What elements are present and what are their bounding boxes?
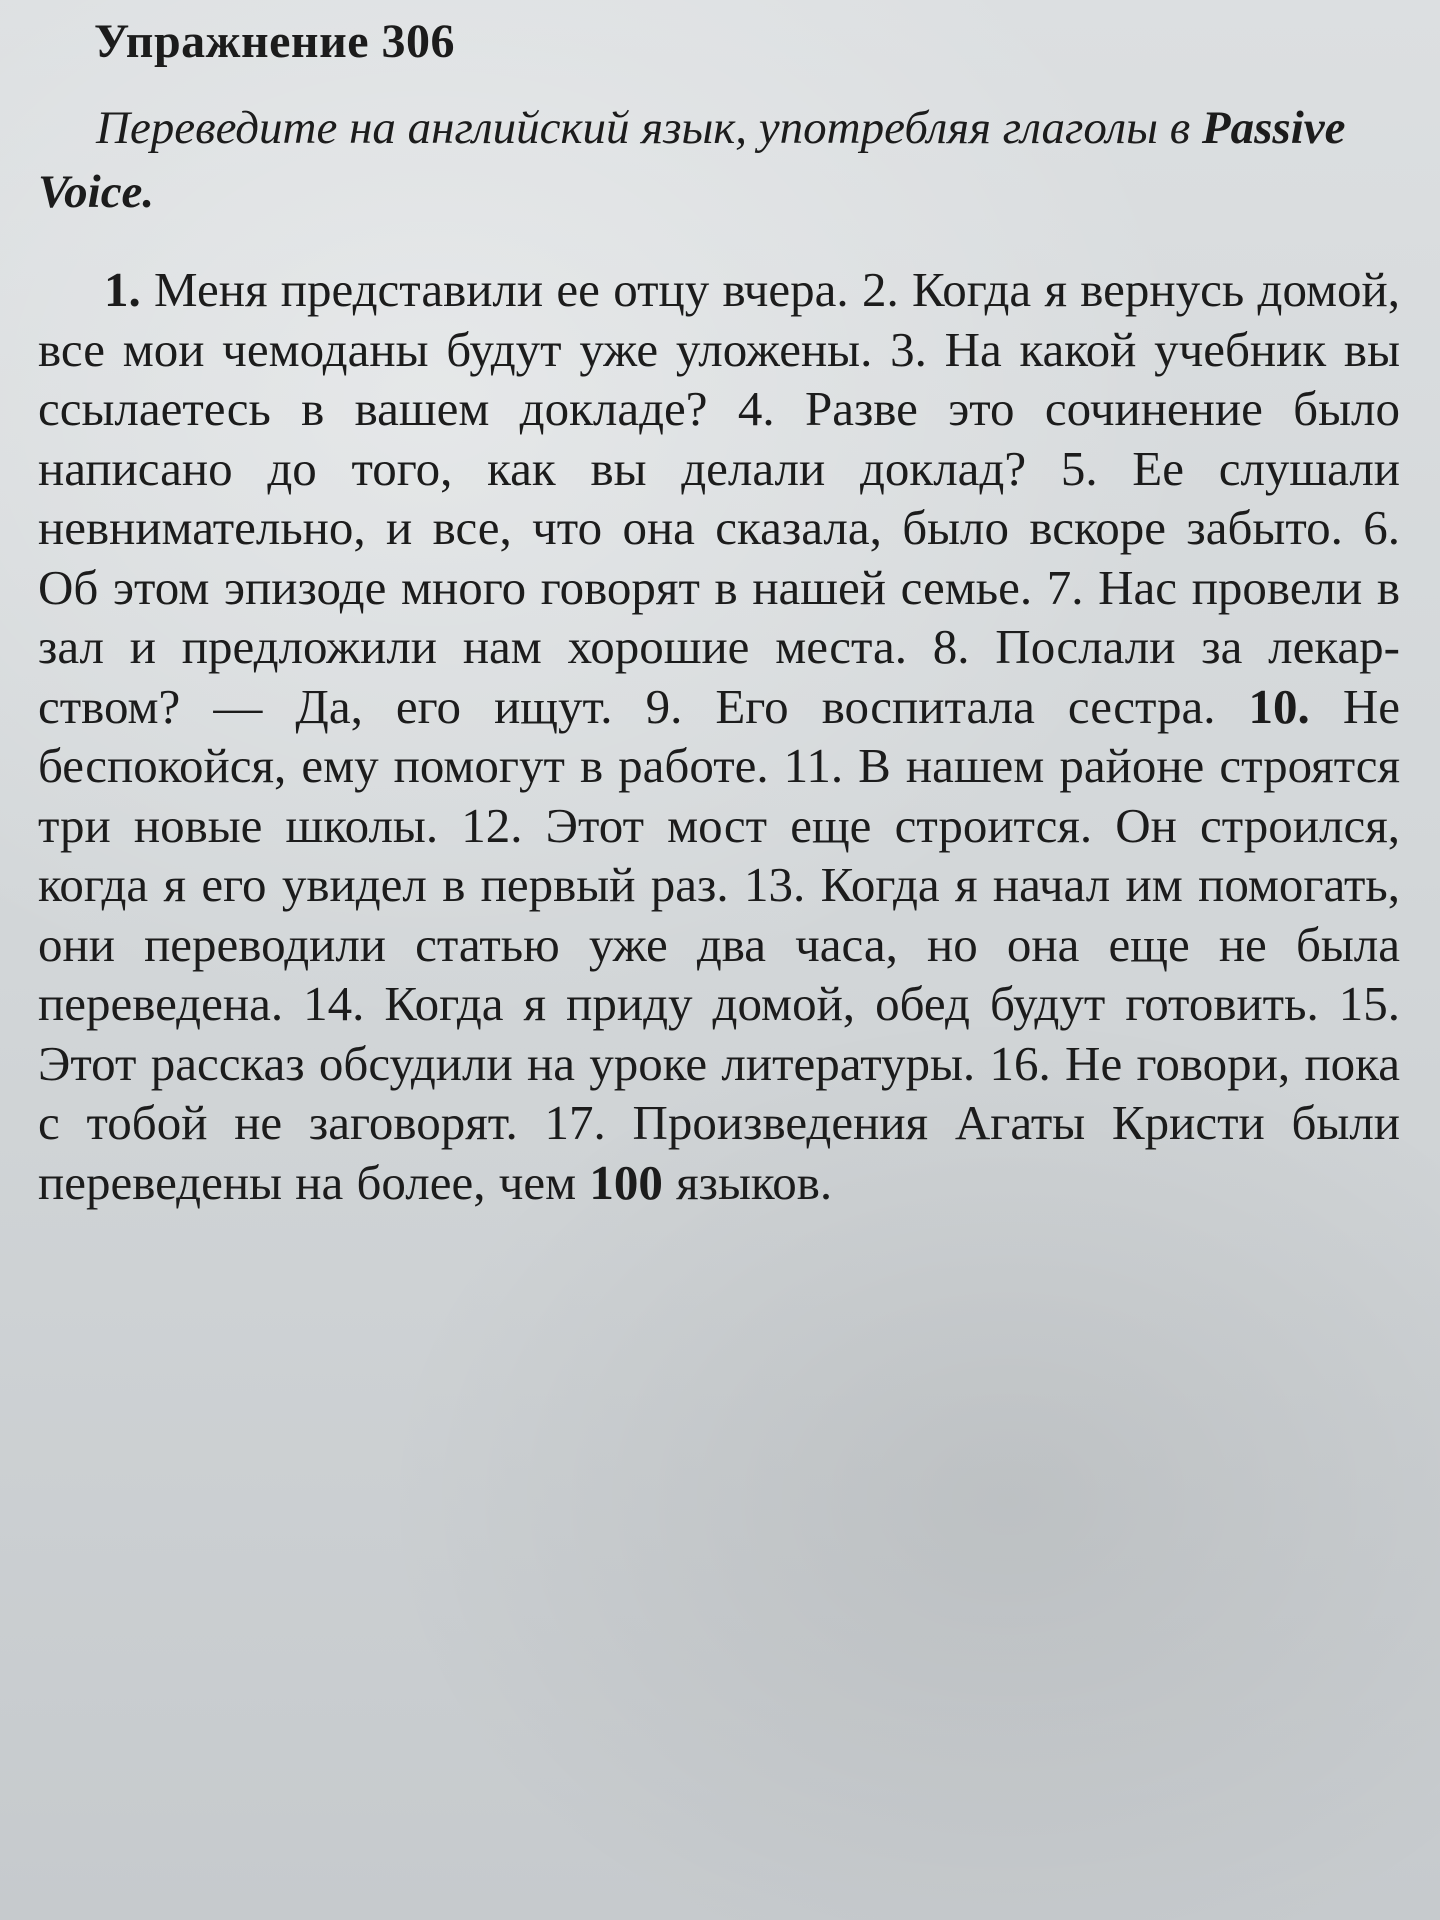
instruction-passive-voice: Passive Voice. [38, 102, 1346, 218]
sentence-number-100: 100 [589, 1154, 663, 1210]
sentence-text: Нас провели в зал и предложили нам хорошие места. [38, 559, 1401, 674]
sentence-text: Его воспитала сестра. [682, 678, 1249, 734]
sentence-text: Когда я приду домой, обед будут готовить. [364, 976, 1339, 1031]
sentence-text: В нашем районе строятся три новые школы. [38, 738, 1401, 853]
sentence-text: Послали за лекар-ством? — Да, его ищут. [38, 619, 1400, 734]
sentence-number: 4. [737, 381, 775, 436]
sentence-text: Этот мост еще строится. Он строился, когда я его увидел в первый раз. [38, 797, 1400, 912]
sentence-text: Когда я вернусь домой, все мои чемоданы будут уже уложены. [38, 262, 1400, 377]
sentence-text: Этот рассказ обсудили на уроке литературы. [38, 1035, 990, 1091]
sentence-text: Когда я начал им помогать, они переводили статью уже два часа, но она еще не была переведена. [38, 857, 1400, 1031]
sentence-text: Об этом эпизоде много говорят в нашей семье. [38, 559, 1047, 615]
sentence-number: 12. [461, 797, 523, 853]
sentence-number: 14. [303, 976, 365, 1031]
sentence-number: 11. [783, 738, 844, 793]
sentence-number: 16. [989, 1035, 1051, 1091]
sentence-number: 9. [645, 678, 683, 734]
exercise-instruction [38, 96, 1400, 224]
sentence-text: Разве это сочинение было написано до того, как вы делали доклад? [38, 381, 1400, 496]
exercise-title: Упражнение 306 [94, 15, 456, 68]
sentence-number: 7. [1046, 559, 1084, 615]
sentence-number: 15. [1338, 976, 1400, 1031]
sentence-text: Не беспокойся, ему помогут в работе. [38, 678, 1400, 793]
sentence-number: 1. [104, 262, 141, 317]
sentence-text: Ее слушали невнимательно, и все, что она сказала, было вскоре забыто. [38, 440, 1400, 555]
sentence-text: На какой учебник вы ссылаетесь в вашем докладе? [38, 321, 1400, 436]
sentence-ending: языков. [662, 1154, 833, 1210]
sentence-number: 3. [890, 321, 927, 377]
sentence-text: Произведения Агаты Кристи были переведены на более, чем [38, 1095, 1400, 1210]
exercise-sentences [38, 260, 1400, 1212]
sentence-number: 8. [932, 619, 970, 674]
sentence-number: 13. [743, 857, 806, 912]
sentence-text: Не говори, пока с тобой не заговорят. [38, 1035, 1400, 1150]
sentence-text: Меня представили ее отцу вчера. [140, 262, 862, 317]
instruction-text: Переведите на английский язык, употребляя глаголы в [96, 102, 1202, 154]
sentence-number: 17. [544, 1095, 606, 1150]
sentence-number: 10. [1248, 678, 1310, 734]
sentence-number: 2. [862, 262, 899, 317]
sentence-number: 5. [1060, 440, 1098, 496]
sentence-number: 6. [1363, 500, 1400, 555]
